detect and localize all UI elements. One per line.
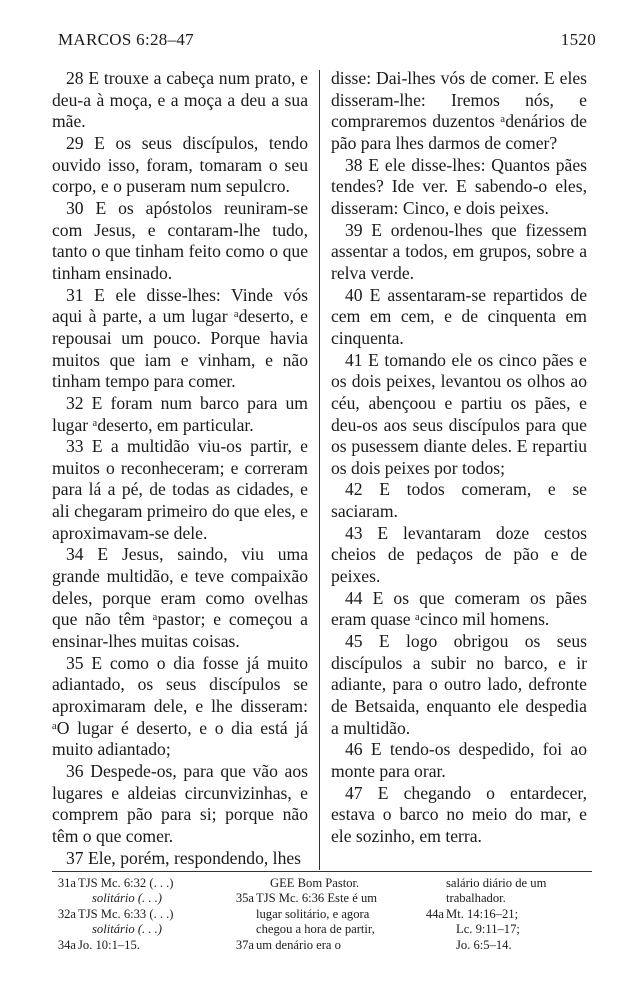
verse-37: 37 Ele, porém, respondendo, lhes xyxy=(66,847,302,868)
verse-38: 38 E ele disse-lhes: Quantos pães tendes? Ide ver. E sabendo-o eles, disseram: Cinco, e dois peixes. xyxy=(331,154,587,218)
footnote-34a-continued xyxy=(230,876,430,891)
footnote-column-1 xyxy=(52,876,232,953)
left-text-column xyxy=(52,68,308,869)
verse-43: 43 E levantaram doze cestos cheios de pedaços de pão e de peixes. xyxy=(331,522,587,587)
footnote-line: Jo. 10:1–15. xyxy=(78,937,140,952)
footnote-line: lugar solitário, e agora xyxy=(256,906,370,921)
verse-45: 45 E logo obrigou os seus discípulos a subir no barco, e ir adiante, para o outro lado, defronte de Betsaida, enquanto ele despedia a multidão. xyxy=(331,631,587,738)
verse-37-continued: disse: Dai-lhes vós de comer. E eles disseram-lhe: Iremos nós, e compraremos duzentos ᵃdenários de pão para lhes darmos de comer? xyxy=(331,68,587,153)
footnote-line: TJS Mc. 6:36 Este é um xyxy=(256,891,378,906)
footnote-line: solitário (. . .) xyxy=(92,922,162,937)
verse-34: 34 E Jesus, saindo, viu uma grande multidão, e teve compaixão deles, porque eram como ovelhas que não têm ᵃpastor; e começou a ensinar-lhes muitas coisas. xyxy=(52,544,308,652)
footnote-line: trabalhador. xyxy=(446,891,506,906)
verse-28: 28 E trouxe a cabeça num prato, e deu-a à moça, e a moça a deu a sua mãe. xyxy=(52,68,308,132)
footnote-key: 31a xyxy=(57,876,76,890)
footnote-line: TJS Mc. 6:33 (. . .) xyxy=(78,906,174,921)
footnote-34a xyxy=(52,938,232,953)
footnote-line: Lc. 9:11–17; xyxy=(456,922,520,937)
verse-42: 42 E todos comeram, e se saciaram. xyxy=(331,479,587,522)
verse-29: 29 E os seus discípulos, tendo ouvido isso, foram, tomaram o seu corpo, e o puseram num sepulcro. xyxy=(52,132,308,197)
footnote-line: salário diário de um xyxy=(446,876,547,890)
footnote-line: chegou a hora de partir, xyxy=(256,922,375,937)
verse-33: 33 E a multidão viu-os partir, e muitos o reconheceram; e correram para lá a pé, de todas as cidades, e ali chegaram primeiro do que eles, e aproximavam-se dele. xyxy=(52,436,308,543)
footnote-key: 44a xyxy=(425,906,444,921)
verse-36: 36 Despede-os, para que vão aos lugares e aldeias circunvizinhas, e comprem pão para si; porque não têm o que comer. xyxy=(52,761,308,846)
footnote-line: um denário era o xyxy=(256,937,341,952)
footnote-line: solitário (. . .) xyxy=(92,891,162,906)
footnote-line: Mt. 14:16–21; xyxy=(446,906,519,921)
footnote-line: Jo. 6:5–14. xyxy=(456,937,512,952)
page-number: 1520 xyxy=(560,30,596,49)
footnote-divider xyxy=(52,871,592,872)
footnote-column-2 xyxy=(230,876,430,953)
verse-32: 32 E foram num barco para um lugar ᵃdeserto, em particular. xyxy=(52,392,308,435)
footnote-35a xyxy=(230,891,430,937)
verse-39: 39 E ordenou-lhes que fizessem assentar a todos, em grupos, sobre a relva verde. xyxy=(331,219,587,283)
footnote-key: 32a xyxy=(57,906,76,921)
footnote-key: 35a xyxy=(235,891,254,906)
footnote-key: 34a xyxy=(57,937,76,952)
verse-46: 46 E tendo-os despedido, foi ao monte para orar. xyxy=(331,739,587,781)
column-divider xyxy=(319,70,320,870)
verse-44: 44 E os que comeram os pães eram quase ᵃcinco mil homens. xyxy=(331,587,587,630)
footnote-37a-continued xyxy=(420,876,595,907)
right-text-column xyxy=(331,68,587,848)
verse-35: 35 E como o dia fosse já muito adiantado, os seus discípulos se aproximaram dele, e lhe disseram: ᵃO lugar é deserto, e o dia está já muito adiantado; xyxy=(52,652,308,760)
verse-30: 30 E os apóstolos reuniram-se com Jesus, e contaram-lhe tudo, tanto o que tinham feito como o que tinham ensinado. xyxy=(52,197,308,283)
verse-47: 47 E chegando o entardecer, estava o barco no meio do mar, e ele sozinho, em terra. xyxy=(331,782,587,846)
footnote-31a xyxy=(52,876,232,907)
footnote-37a xyxy=(230,938,430,953)
verse-31: 31 E ele disse-lhes: Vinde vós aqui à parte, a um lugar ᵃdeserto, e repousai um pouco. Porque havia muitos que iam e vinham, e não tinham tempo para comer. xyxy=(52,284,308,392)
footnote-44a xyxy=(420,907,595,953)
footnote-32a xyxy=(52,907,232,938)
verse-41: 41 E tomando ele os cinco pães e os dois peixes, levantou os olhos ao céu, abençoou e partiu os pães, e deu-os aos seus discípulos para que os pusessem diante deles. E repartiu os dois peixes por todos; xyxy=(331,349,587,478)
footnote-key: 37a xyxy=(235,937,254,952)
footnote-line: GEE Bom Pastor. xyxy=(270,876,360,890)
page-header xyxy=(58,30,596,54)
verse-40: 40 E assentaram-se repartidos de cem em cem, e de cinquenta em cinquenta. xyxy=(331,284,587,348)
footnote-column-3 xyxy=(420,876,595,953)
footnote-line: TJS Mc. 6:32 (. . .) xyxy=(78,876,174,890)
chapter-reference: MARCOS 6:28–47 xyxy=(58,30,194,49)
